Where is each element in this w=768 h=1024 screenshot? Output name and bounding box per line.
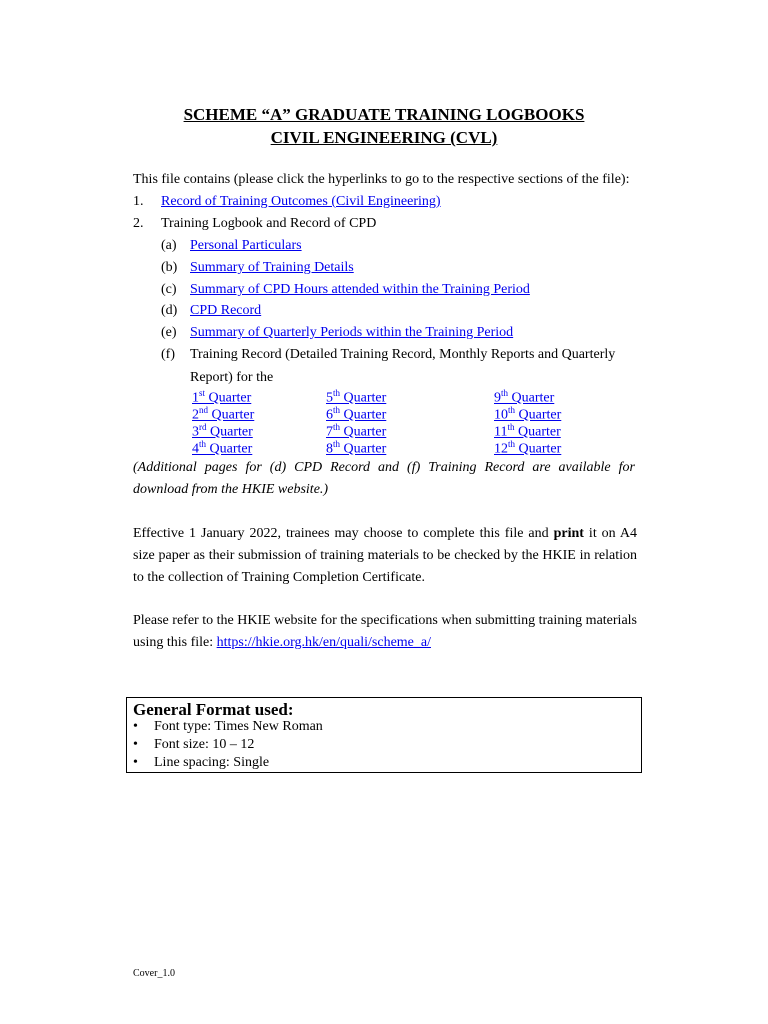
quarter-ordinal-suffix: th [333, 439, 341, 449]
intro-text: This file contains (please click the hyperlinks to go to the respective sections of the file): [133, 172, 630, 187]
sub-item-f-continued: Report) for the [190, 370, 274, 385]
sub-item-label: (e) [161, 325, 177, 340]
sub-item-label: (d) [161, 303, 178, 318]
quarter-link-6[interactable] [326, 405, 386, 424]
quarter-number: 8 [326, 441, 333, 457]
quarter-link-12[interactable] [494, 439, 561, 458]
link-summary-quarterly-periods[interactable]: Summary of Quarterly Periods within the Training Period [190, 325, 514, 340]
quarter-link-3[interactable] [192, 422, 253, 441]
quarter-ordinal-suffix: th [508, 405, 516, 415]
sub-item-label: (f) [161, 347, 175, 362]
effective-text: Effective 1 January 2022, trainees may choose to complete this file and [133, 526, 554, 541]
document-title-line1: SCHEME “A” GRADUATE TRAINING LOGBOOKS [183, 105, 585, 124]
quarter-ordinal-suffix: th [501, 388, 509, 398]
quarter-number: 6 [326, 407, 333, 423]
sub-item-text: Training Record (Detailed Training Record, Monthly Reports and Quarterly [190, 347, 616, 362]
general-format-box [126, 697, 642, 773]
quarter-link-10[interactable] [494, 405, 561, 424]
quarter-word: Quarter [515, 407, 562, 423]
quarter-number: 1 [192, 390, 199, 406]
quarter-ordinal-suffix: th [199, 439, 207, 449]
additional-pages-note: (Additional pages for (d) CPD Record and (f) Training Record are available for download from the HKIE website.) [133, 460, 635, 497]
link-hkie-website[interactable]: https://hkie.org.hk/en/quali/scheme_a/ [216, 635, 431, 650]
effective-text-cont: it on A4 size paper as their submission of training materials to be checked by the HKIE in relation to the collection of Training Completion Certificate. [133, 526, 637, 585]
quarter-link-5[interactable] [326, 388, 386, 407]
list-item-1 [133, 194, 441, 210]
quarter-word: Quarter [515, 441, 562, 457]
link-cpd-record[interactable]: CPD Record [190, 303, 262, 318]
sub-item-a [161, 238, 302, 254]
quarter-word: Quarter [514, 424, 561, 440]
sub-item-b [161, 260, 354, 276]
effective-paragraph [133, 523, 637, 589]
quarter-number: 3 [192, 424, 199, 440]
list-item-number: 2. [133, 216, 144, 231]
sub-item-c [161, 282, 530, 298]
quarter-ordinal-suffix: th [333, 388, 341, 398]
quarter-word: Quarter [206, 424, 253, 440]
quarter-number: 7 [326, 424, 333, 440]
sub-item-label: (a) [161, 238, 177, 253]
quarter-number: 12 [494, 441, 508, 457]
quarter-ordinal-suffix: th [333, 405, 341, 415]
quarter-number: 11 [494, 424, 508, 440]
refer-text: Please refer to the HKIE website for the specifications when submitting training materials using this file: [133, 613, 637, 650]
quarter-link-11[interactable] [494, 422, 561, 441]
document-title-line2: CIVIL ENGINEERING (CVL) [270, 128, 498, 147]
quarter-ordinal-suffix: nd [199, 405, 208, 415]
quarter-number: 2 [192, 407, 199, 423]
quarter-word: Quarter [340, 407, 387, 423]
quarter-link-8[interactable] [326, 439, 386, 458]
quarter-number: 9 [494, 390, 501, 406]
sub-item-e [161, 325, 514, 341]
quarter-ordinal-suffix: th [508, 439, 516, 449]
quarter-number: 5 [326, 390, 333, 406]
quarter-word: Quarter [208, 407, 255, 423]
quarter-word: Quarter [340, 390, 387, 406]
bullet-icon: • [133, 719, 138, 734]
list-item-number: 1. [133, 194, 144, 209]
refer-paragraph [133, 610, 637, 654]
quarter-word: Quarter [205, 390, 252, 406]
effective-bold-print: print [553, 526, 584, 541]
bullet-icon: • [133, 737, 138, 752]
bullet-text: Line spacing: Single [154, 755, 270, 770]
sub-item-label: (c) [161, 282, 177, 297]
quarter-link-4[interactable] [192, 439, 252, 458]
list-item-text: Training Logbook and Record of CPD [161, 216, 377, 231]
bullet-icon: • [133, 755, 138, 770]
link-summary-training-details[interactable]: Summary of Training Details [190, 260, 354, 275]
list-item-2 [133, 216, 377, 232]
quarter-ordinal-suffix: st [199, 388, 206, 398]
bullet-text: Font size: 10 – 12 [154, 737, 255, 752]
link-summary-cpd-hours[interactable]: Summary of CPD Hours attended within the Training Period [190, 282, 530, 297]
quarter-ordinal-suffix: th [507, 422, 515, 432]
quarter-link-1[interactable] [192, 388, 251, 407]
quarter-number: 10 [494, 407, 508, 423]
link-personal-particulars[interactable]: Personal Particulars [190, 238, 302, 253]
quarter-number: 4 [192, 441, 199, 457]
link-record-of-training-outcomes[interactable]: Record of Training Outcomes (Civil Engineering) [161, 194, 441, 209]
quarter-ordinal-suffix: th [333, 422, 341, 432]
footer-version: Cover_1.0 [133, 968, 175, 979]
sub-item-d [161, 303, 262, 319]
quarter-word: Quarter [340, 441, 387, 457]
quarter-word: Quarter [508, 390, 555, 406]
format-box-title: General Format used: [133, 700, 294, 719]
quarter-ordinal-suffix: rd [199, 422, 207, 432]
quarter-link-2[interactable] [192, 405, 254, 424]
quarter-link-7[interactable] [326, 422, 386, 441]
bullet-text: Font type: Times New Roman [154, 719, 323, 734]
quarter-word: Quarter [340, 424, 387, 440]
sub-item-label: (b) [161, 260, 178, 275]
quarter-word: Quarter [206, 441, 253, 457]
quarter-link-9[interactable] [494, 388, 554, 407]
sub-item-f [161, 347, 616, 363]
